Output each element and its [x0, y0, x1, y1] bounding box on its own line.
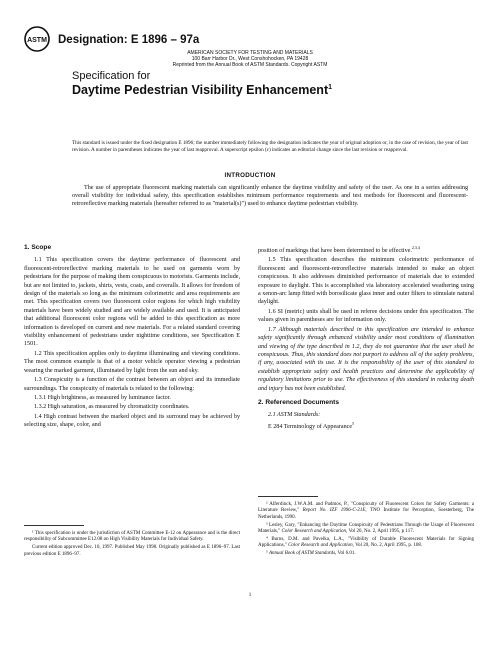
- footnote-3: [258, 523, 474, 536]
- footnote-4-tail: Vol 20, No. 2, April 1995, p. 108.: [355, 543, 423, 549]
- page-number: 1: [248, 592, 252, 598]
- footnote-5-mark: ⁵: [266, 551, 268, 557]
- footnote-4-italic: Color Research and Application,: [288, 543, 354, 549]
- paragraph-1-7: 1.7 Although materials described in this specification are intended to enhance safety significantly through enhanced visibility under most conditions of illumination and viewing of the type described in 1.2, they do not guarantee that the user shall be conspicuous. Thus, this standard does not purport to address all of the safety problems, if any, associated with its use. It is the responsibility of the user of this standard to establish appropriate safety and health practices and determine the applicability of regulatory limitations prior to use. The effectiveness of this standard in reducing death and injury has not been established.: [258, 326, 474, 392]
- left-column: [24, 244, 240, 431]
- paragraph-1-4-continued-text: position of markings that have been determined to be effective.: [258, 248, 412, 255]
- footnote-5-tail: Vol 6.01.: [337, 551, 356, 557]
- referenced-documents-heading: 2. Referenced Documents: [258, 398, 339, 406]
- paragraph-1-4-refs: 2,3,4: [411, 245, 420, 250]
- footnote-4-text: ⁴ Burns, D.M. and Pavelka, L.A., "Visibility of Durable Fluorescent Materials for Signing Applications,": [258, 537, 474, 549]
- right-column: [258, 244, 474, 431]
- e284-footnote-ref: 5: [352, 420, 355, 426]
- footnote-2-text: ² Alferdinck, J.W.A.M. and Padmos, P., "Conspicuity of Fluorescent Colors for Safety Garments: a Literature Review,": [258, 502, 474, 514]
- footnote-2: [258, 502, 474, 521]
- footnote-5-italic: Annual Book of ASTM Standards,: [269, 551, 337, 557]
- footnote-rule-right: [258, 496, 318, 497]
- publisher-line: Reprinted from the Annual Book of ASTM Standards. Copyright ASTM: [172, 62, 328, 68]
- paragraph-1-3: 1.3 Conspicuity is a function of the contrast between an object and its immediate surroundings. The conspicuity of materials is related to the following:: [24, 377, 240, 392]
- footnotes-right: [258, 502, 474, 559]
- astm-standards-subheading: 2.1 ASTM Standards:: [268, 412, 321, 419]
- designation: Designation: E 1896 – 97a: [58, 34, 200, 46]
- footnote-1: ¹ This specification is under the jurisdiction of ASTM Committee E-12 on Appearance and is the direct responsibility of Subcommittee E12.08 on High Visibility Materials for Individual Safety.: [24, 531, 240, 543]
- issued-note: This standard is issued under the fixed designation E 1896; the number immediately following the designation indicates the year of original adoption or, in the case of revision, the year of last revision. A number in parentheses indicates the year of last reapproval. A superscript epsilon (ε) indicates an editorial change since the last revision or reapproval.: [72, 140, 468, 154]
- publisher-line: AMERICAN SOCIETY FOR TESTING AND MATERIALS: [187, 50, 313, 56]
- publisher-line: 100 Barr Harbor Dr., West Conshohocken, PA 19428: [191, 56, 309, 62]
- footnote-2-tail: TNO Institute for Perception, Soesterberg, The Netherlands, 1990.: [258, 508, 474, 520]
- footnote-3-italic: Color Research and Application,: [281, 529, 348, 535]
- footnote-4: [258, 537, 474, 550]
- footnote-5: [258, 551, 474, 557]
- paragraph-1-1: 1.1 This specification covers the daytime performance of fluorescent and fluorescent-retroreflective marking materials to be used on garments worn by pedestrians for the purpose of making them conspicuous to motorists. Garments include, but are not limited to, jackets, shirts, vests, coats, and coveralls. It allows for freedom of design of the materials so long as the minimum colorimetric and area requirements are met. This specification covers two fluorescent color regions for which high visibility materials have been widely studied and are widely available and used. It is anticipated that additional fluorescent color regions will be added to this specification as more information is developed on current and new materials. For a related standard covering visibility enhancement of pedestrians under nighttime conditions, see Specification E 1501.: [24, 257, 240, 348]
- astm-logo-icon: [24, 26, 50, 52]
- footnote-2-italic: Report No. IZF 1996-C-21E,: [302, 508, 367, 514]
- introduction-text: The use of appropriate fluorescent marking materials can significantly enhance the daytime visibility and safety of the user. As one in a series addressing overall visibility for individual safety, this specification establishes minimum performance requirements and test methods for fluorescent and fluorescent-retroreflective marking materials (hereafter referred to as "material(s)") used to enhance daytime pedestrian visibility.: [72, 185, 468, 208]
- paragraph-1-3-1: 1.3.1 High brightness, as measured by luminance factor.: [34, 394, 171, 401]
- spec-label: Specification for: [72, 70, 151, 82]
- title-footnote-mark: 1: [328, 83, 333, 91]
- footnote-3-tail: Vol 20, No. 2, April 1995, p 117.: [348, 529, 414, 535]
- referenced-standard-e284-text: E 284 Terminology of Appearance: [268, 423, 353, 430]
- footnote-rule-left: [24, 525, 84, 526]
- scope-heading: 1. Scope: [24, 244, 52, 251]
- footnote-1-edition: Current edition approved Dec. 10, 1997. Published May 1998. Originally published as E 1896–97. Last previous edition E 1896–97.: [24, 545, 240, 557]
- paragraph-1-4: 1.4 High contrast between the marked object and its surround may be achieved by selecting size, shape, color, and: [24, 413, 240, 429]
- spec-title-text: Daytime Pedestrian Visibility Enhancement: [72, 83, 329, 97]
- paragraph-1-5: 1.5 This specification describes the minimum colorimetric performance of fluorescent and fluorescent-retroreflective materials intended to make an object conspicuous. It also addresses diminished performance of materials due to extended exposure to daylight. This is accomplished via laboratory accelerated weathering using a xenon-arc lamp fitted with borosilicate glass inner and outer filters to stimulate natural daylight.: [258, 257, 474, 306]
- paragraph-1-6: 1.6 SI (metric) units shall be used in referee decisions under this specification. The values given in parentheses are for information only.: [258, 308, 474, 324]
- introduction-heading: INTRODUCTION: [224, 172, 276, 179]
- svg-text:ASTM: ASTM: [27, 37, 47, 44]
- footnotes-left: [24, 531, 240, 560]
- spec-title: [72, 83, 332, 97]
- paragraph-1-2: 1.2 This specification applies only to daytime illuminating and viewing conditions. The most common example is that of a motor vehicle operator viewing a pedestrian wearing the marked garment, illuminated by light from the sun and sky.: [24, 350, 240, 374]
- footnote-3-text: ³ Lesley, Gary, "Enhancing the Daytime Conspicuity of Pedestrians Through the Usage of Fluorescent Materials,": [258, 522, 474, 535]
- referenced-standard-e284: [258, 420, 474, 431]
- paragraph-1-3-2: 1.3.2 High saturation, as measured by chromaticity coordinates.: [34, 404, 190, 411]
- paragraph-1-4-continued: [258, 244, 474, 255]
- publisher-block: [150, 50, 350, 68]
